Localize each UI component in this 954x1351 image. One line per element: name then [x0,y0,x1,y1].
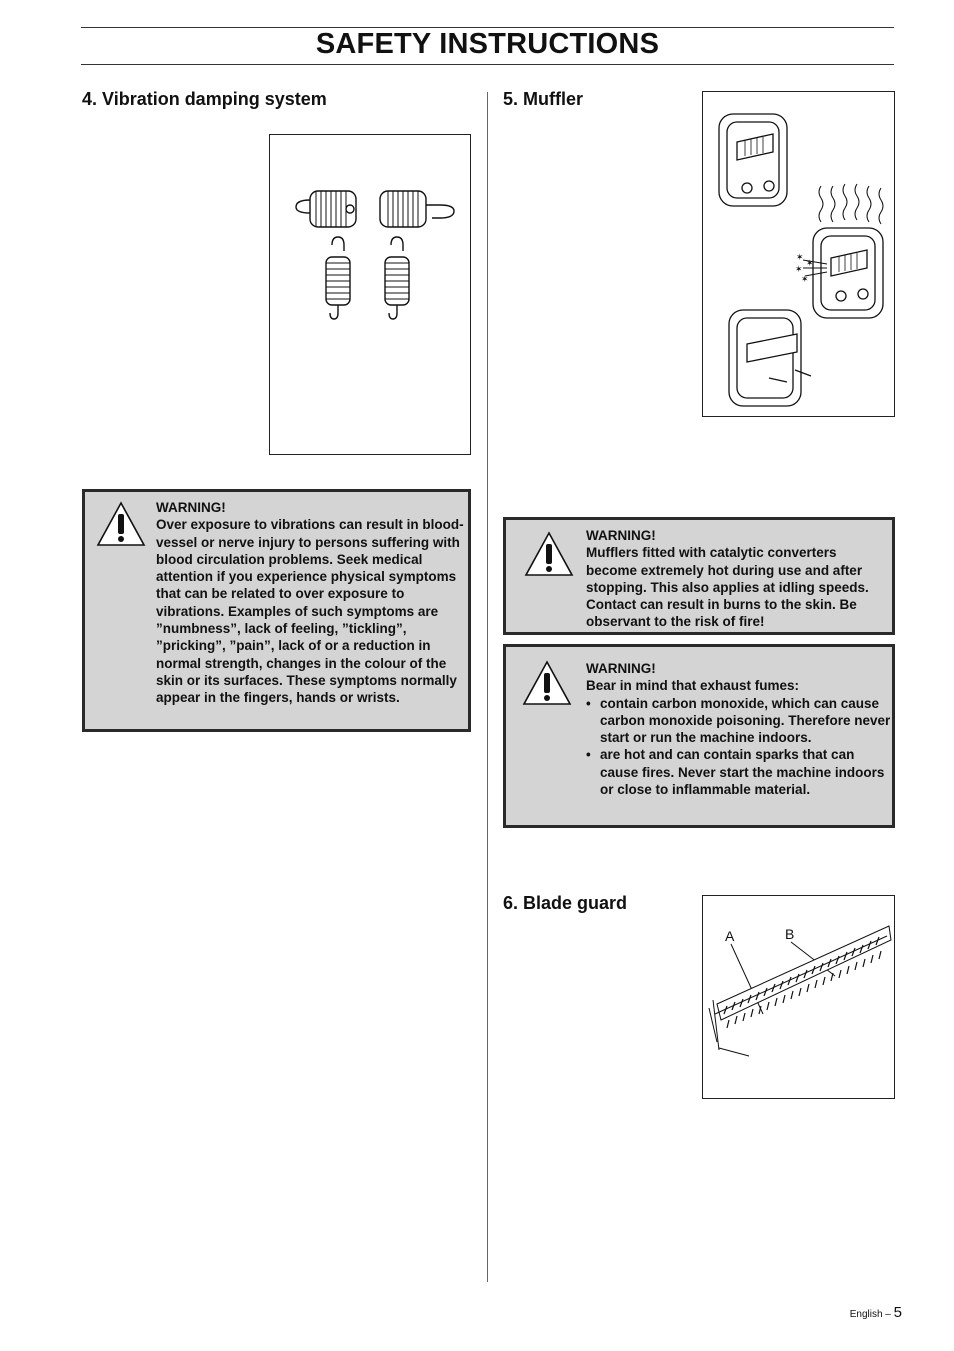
vibration-warning-box [82,489,471,732]
svg-text:✶: ✶ [795,264,803,274]
warning-triangle-icon [95,500,147,548]
svg-text:✶: ✶ [796,252,804,262]
warning-label: WARNING! [586,661,656,676]
warning-label: WARNING! [586,528,656,543]
spring-dampers-illustration [270,135,470,454]
vibration-dampers-figure [269,134,471,455]
title-rule [81,64,894,65]
muffler-warning-box-2 [503,644,895,828]
muffler-heading: 5. Muffler [503,89,584,109]
vibration-warning-text [156,499,466,707]
blade-guard-figure [702,895,895,1099]
bullet-item: • contain carbon monoxide, which can cause carbon monoxide poisoning. Therefore never start or run the machine indoors. [586,695,892,747]
muffler-figure [702,91,895,417]
muffler-warning-box-1 [503,517,895,635]
page-title: SAFETY INSTRUCTIONS [315,28,660,60]
muffler-illustration [703,92,894,416]
muffler-warning-2-text [586,660,892,798]
label-a: A [725,928,735,944]
blade-guard-heading: 6. Blade guard [503,893,628,913]
page-number: 5 [893,1304,902,1321]
svg-text:✶: ✶ [801,274,809,284]
muffler-warning-1-text [586,527,886,631]
column-divider [487,92,488,1282]
svg-text:✶: ✶ [806,258,814,268]
blade-guard-illustration [703,896,894,1098]
warning-label: WARNING! [156,500,226,515]
vibration-heading: 4. Vibration damping system [82,89,327,109]
warning-triangle-icon [521,659,573,707]
warning-triangle-icon [523,530,575,578]
warning-body: Over exposure to vibrations can result in blood-vessel or nerve injury to persons suffering with blood circulation problems. Seek medical attention if you experience physical symptoms that can be related to over exposure to vibrations. Examples of such symptoms are ”numbness”, lack of feeling, ”tickling”, ”pricking”, ”pain”, lack of or a reduction in normal strength, changes in the colour of the skin or its surfaces. These symptoms normally appear in the fingers, hands or wrists. [156,517,464,706]
exhaust-bullet-list [586,695,892,799]
warning-body: Mufflers fitted with catalytic converters become extremely hot during use and after stopping. This also applies at idling speeds. Contact can result in burns to the skin. Be observant to the risk of fire! [586,545,869,630]
label-b: B [785,926,795,942]
warning-intro: Bear in mind that exhaust fumes: [586,678,800,694]
bullet-item: • are hot and can contain sparks that can cause fires. Never start the machine indoors or close to inflammable material. [586,746,892,798]
page-footer [850,1304,902,1321]
footer-language: English – [849,1309,894,1320]
